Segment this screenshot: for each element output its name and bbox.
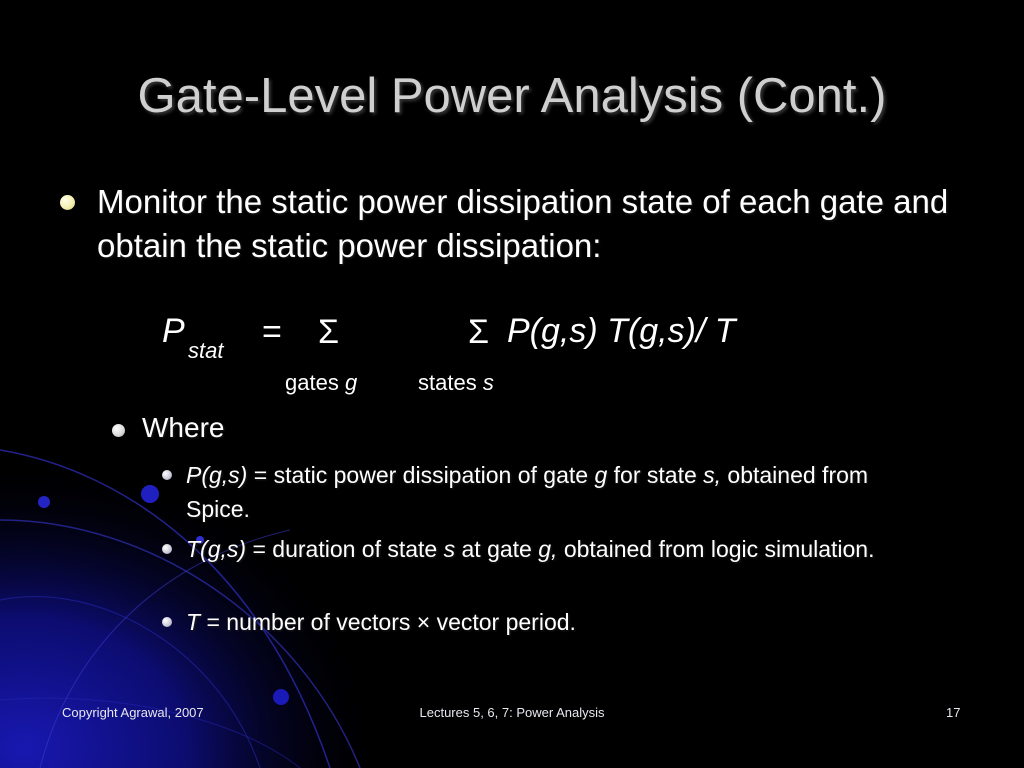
sub-bullet-text: T(g,s) = duration of state s at gate g, obtained from logic simulation. bbox=[186, 536, 875, 562]
bullet-icon bbox=[60, 195, 75, 210]
footer-lecture-title: Lectures 5, 6, 7: Power Analysis bbox=[419, 705, 605, 720]
where-label: Where bbox=[142, 412, 225, 443]
bullet-icon bbox=[162, 617, 172, 627]
formula-sigma-gates: Σ bbox=[318, 313, 340, 351]
main-bullet-text: Monitor the static power dissipation state of each gate and obtain the static power dissipation: bbox=[97, 183, 949, 264]
bullet-icon bbox=[162, 544, 172, 554]
formula-p-subscript: stat bbox=[188, 338, 224, 363]
formula-rhs: P(g,s) T(g,s)/ T bbox=[507, 312, 736, 350]
slide-title: Gate-Level Power Analysis (Cont.) bbox=[137, 69, 887, 123]
footer-page-number: 17 bbox=[946, 705, 961, 720]
footer-copyright: Copyright Agrawal, 2007 bbox=[62, 705, 204, 720]
formula-equals: = bbox=[262, 313, 282, 351]
sub-bullet-text: T = number of vectors × vector period. bbox=[186, 609, 576, 635]
sum-index-states: states s bbox=[418, 370, 494, 395]
sum-index-gates: gates g bbox=[285, 370, 358, 395]
formula-sigma-states: Σ bbox=[468, 313, 490, 351]
bullet-icon bbox=[162, 470, 172, 480]
sub-bullet-text: P(g,s) = static power dissipation of gate g for state s, obtained from Spice. bbox=[186, 462, 869, 522]
formula-p: P bbox=[162, 312, 185, 350]
bullet-icon bbox=[112, 424, 125, 437]
